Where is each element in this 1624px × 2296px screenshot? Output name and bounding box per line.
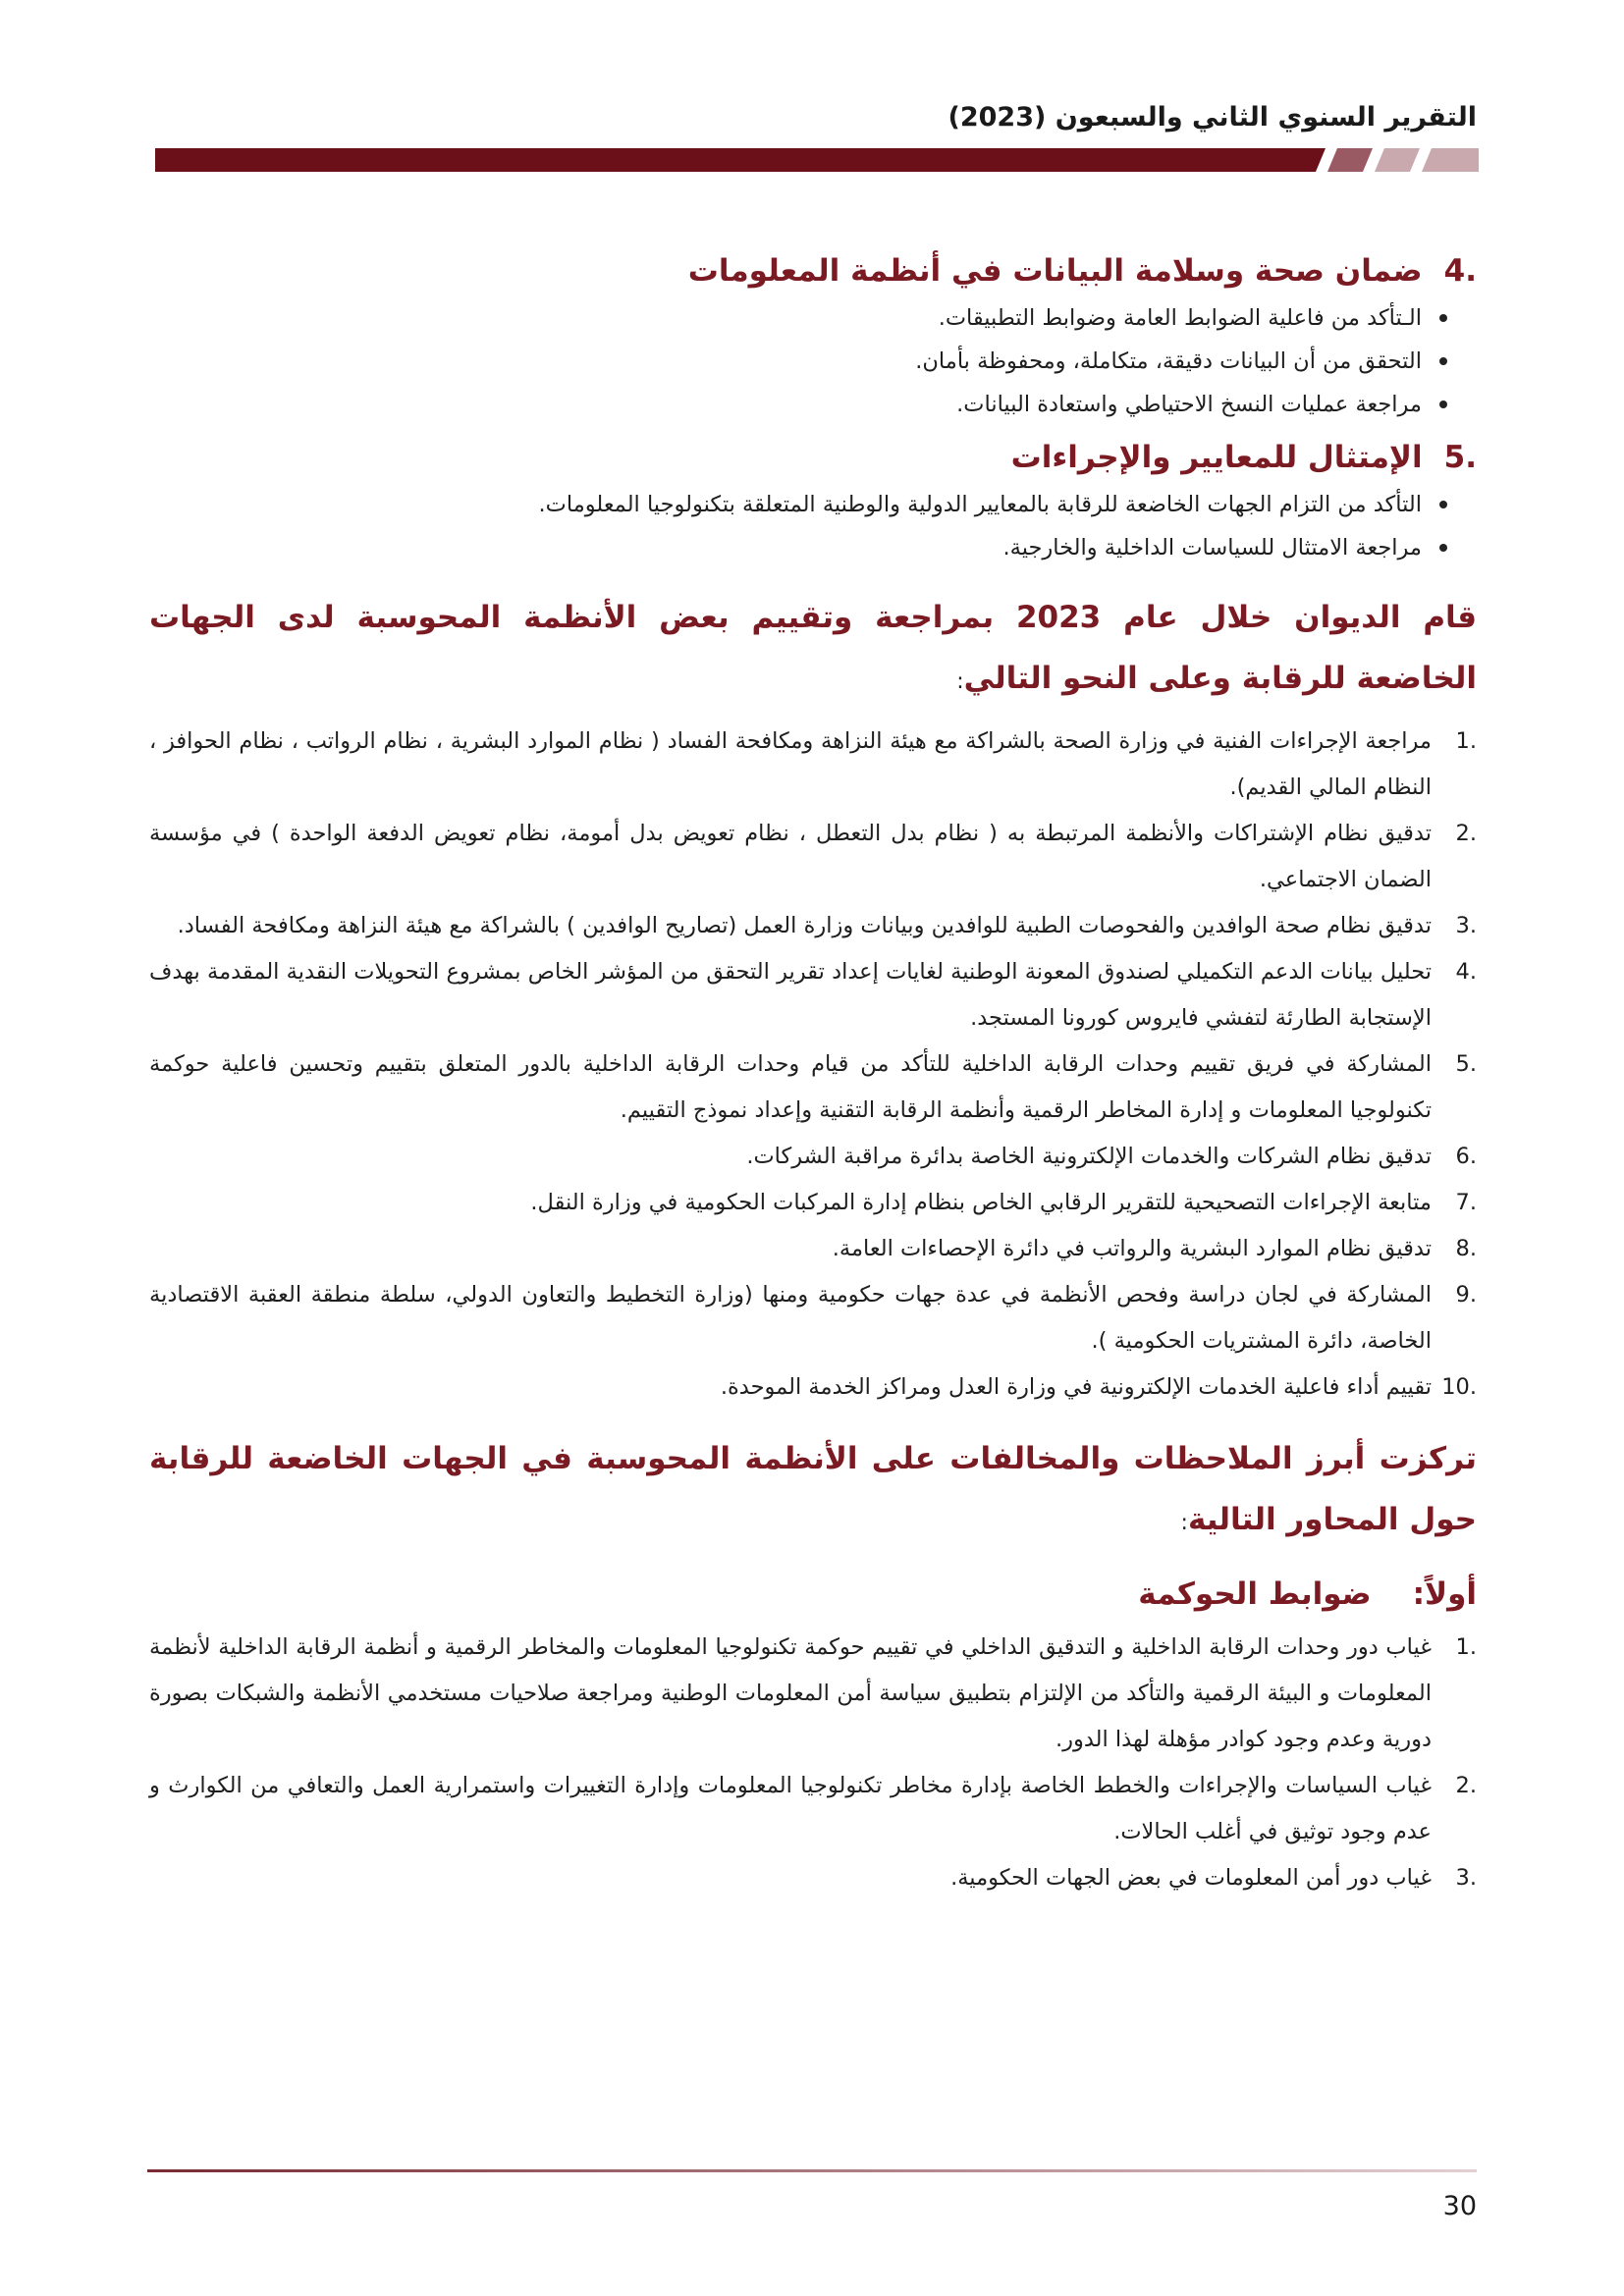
section-5-title: الإمتثال للمعايير والإجراءات [1010, 440, 1423, 475]
list-item-text: غياب دور وحدات الرقابة الداخلية و التدقيق الداخلي في تقييم حوكمة تكنولوجيا المعلومات والمخاطر الرقمية و أنظمة الرقابة الداخلية لأنظمة المعلومات و البيئة الرقمية والتأكد من الإلتزام بتطبيق سياسة أمن المعلومات الوطنية ومراجعة صلاحيات مستخدمي الأنظمة والشبكات بصورة دورية وعدم وجود كوادر مؤهلة لهذا الدور. [149, 1634, 1432, 1752]
list-item-number: .5 [1455, 1051, 1477, 1077]
list-item-number: .9 [1455, 1282, 1477, 1308]
list-item-number: .1 [1455, 1634, 1477, 1660]
list-item-text: تحليل بيانات الدعم التكميلي لصندوق المعونة الوطنية لغايات إعداد تقرير التحقق من المؤشر الخاص بمشروع التحويلات النقدية المقدمة بهدف الإستجابة الطارئة لتفشي فايروس كورونا المستجد. [149, 959, 1432, 1031]
bullet-item: مراجعة الامتثال للسياسات الداخلية والخارجية. [149, 526, 1451, 569]
list-item [149, 719, 1477, 811]
section-4-heading [149, 247, 1477, 294]
list-item-number: .7 [1455, 1190, 1477, 1215]
footer-divider [147, 2169, 1477, 2172]
section-4-title: ضمان صحة وسلامة البيانات في أنظمة المعلومات [687, 253, 1423, 289]
list-item [149, 1041, 1477, 1134]
list-item [149, 811, 1477, 903]
section-4-bullets [149, 296, 1477, 426]
list-item [149, 949, 1477, 1041]
list-item-number: .3 [1455, 1865, 1477, 1891]
list-item-number: .6 [1455, 1144, 1477, 1169]
list-item [149, 1364, 1477, 1411]
list-item-text: المشاركة في فريق تقييم وحدات الرقابة الداخلية للتأكد من قيام وحدات الرقابة الداخلية بالدور المتعلق بتقييم وتحسين فاعلية حوكمة تكنولوجيا المعلومات و إدارة المخاطر الرقمية وأنظمة الرقابة التقنية وإعداد نموذج التقييم. [149, 1051, 1432, 1123]
list-item-number: .4 [1455, 959, 1477, 985]
section-5-bullets [149, 483, 1477, 569]
findings-heading-colon: : [1180, 1511, 1188, 1535]
list-item [149, 1226, 1477, 1272]
list-item [149, 1134, 1477, 1180]
list-item [149, 1180, 1477, 1226]
findings-heading [149, 1428, 1477, 1554]
page-content [149, 247, 1477, 1901]
list-item-text: تدقيق نظام الموارد البشرية والرواتب في دائرة الإحصاءات العامة. [832, 1236, 1432, 1261]
list-item-number: .1 [1455, 728, 1477, 754]
section-4-number: .4 [1443, 253, 1477, 289]
list-item-text: تدقيق نظام الإشتراكات والأنظمة المرتبطة به ( نظام بدل التعطل ، نظام تعويض بدل أمومة، نظام تعويض الدفعة الواحدة ) في مؤسسة الضمان الاجتماعي. [149, 821, 1432, 892]
review-list [149, 719, 1477, 1411]
list-item [149, 1625, 1477, 1763]
bullet-item: التحقق من أن البيانات دقيقة، متكاملة، ومحفوظة بأمان. [149, 340, 1451, 383]
page-number: 30 [1442, 2191, 1477, 2221]
list-item [149, 1855, 1477, 1901]
list-item-text: متابعة الإجراءات التصحيحية للتقرير الرقابي الخاص بنظام إدارة المركبات الحكومية في وزارة النقل. [530, 1190, 1432, 1215]
section-5-number: .5 [1443, 440, 1477, 475]
list-item-number: .8 [1455, 1236, 1477, 1261]
list-item-text: المشاركة في لجان دراسة وفحص الأنظمة في عدة جهات حكومية ومنها (وزارة التخطيط والتعاون الدولي، سلطة منطقة العقبة الاقتصادية الخاصة، دائرة المشتريات الحكومية ). [149, 1282, 1432, 1354]
first-axis-title: ضوابط الحوكمة [1138, 1576, 1372, 1612]
governance-list [149, 1625, 1477, 1901]
first-axis-heading [149, 1570, 1477, 1619]
header-bar-graphic [0, 148, 1624, 172]
header-decorative-bar [0, 148, 1624, 172]
list-item-text: مراجعة الإجراءات الفنية في وزارة الصحة بالشراكة مع هيئة النزاهة ومكافحة الفساد ( نظام الموارد البشرية ، نظام الرواتب ، نظام الحوافز ، النظام المالي القديم). [149, 728, 1432, 800]
report-header-title: التقرير السنوي الثاني والسبعون (2023) [947, 102, 1477, 133]
header-bar-segment-3 [1422, 148, 1479, 172]
section-5-heading [149, 434, 1477, 481]
bullet-item: التأكد من التزام الجهات الخاضعة للرقابة بالمعايير الدولية والوطنية المتعلقة بتكنولوجيا المعلومات. [149, 483, 1451, 526]
list-item [149, 1763, 1477, 1855]
header-bar-main [155, 148, 1326, 172]
list-item [149, 1272, 1477, 1364]
list-item-text: غياب دور أمن المعلومات في بعض الجهات الحكومية. [950, 1865, 1432, 1891]
bullet-item: الـتأكد من فاعلية الضوابط العامة وضوابط التطبيقات. [149, 296, 1451, 340]
list-item-text: تدقيق نظام صحة الوافدين والفحوصات الطبية للوافدين وبيانات وزارة العمل (تصاريح الوافدين ) بالشراكة مع هيئة النزاهة ومكافحة الفساد. [177, 913, 1432, 938]
list-item-text: تدقيق نظام الشركات والخدمات الإلكترونية الخاصة بدائرة مراقبة الشركات. [746, 1144, 1432, 1169]
findings-heading-text: تركزت أبرز الملاحظات والمخالفات على الأنظمة المحوسبة في الجهات الخاضعة للرقابة حول المحاور التالية [149, 1441, 1477, 1537]
list-item-text: تقييم أداء فاعلية الخدمات الإلكترونية في وزارة العدل ومراكز الخدمة الموحدة. [720, 1374, 1432, 1400]
list-item-number: .2 [1455, 821, 1477, 846]
review-heading-colon: : [956, 669, 964, 694]
list-item [149, 903, 1477, 949]
list-item-text: غياب السياسات والإجراءات والخطط الخاصة بإدارة مخاطر تكنولوجيا المعلومات وإدارة التغييرات واستمرارية العمل والتعافي من الكوارث و عدم وجود توثيق في أغلب الحالات. [149, 1773, 1432, 1844]
list-item-number: .10 [1441, 1374, 1477, 1400]
bullet-item: مراجعة عمليات النسخ الاحتياطي واستعادة البيانات. [149, 383, 1451, 426]
review-heading [149, 587, 1477, 713]
list-item-number: .2 [1455, 1773, 1477, 1798]
header-bar-segment-2 [1375, 148, 1420, 172]
header-bar-segment-1 [1327, 148, 1373, 172]
first-axis-label: أولاً: [1412, 1576, 1477, 1612]
review-heading-text: قام الديوان خلال عام 2023 بمراجعة وتقييم بعض الأنظمة المحوسبة لدى الجهات الخاضعة للرقابة وعلى النحو التالي [149, 600, 1477, 696]
list-item-number: .3 [1455, 913, 1477, 938]
